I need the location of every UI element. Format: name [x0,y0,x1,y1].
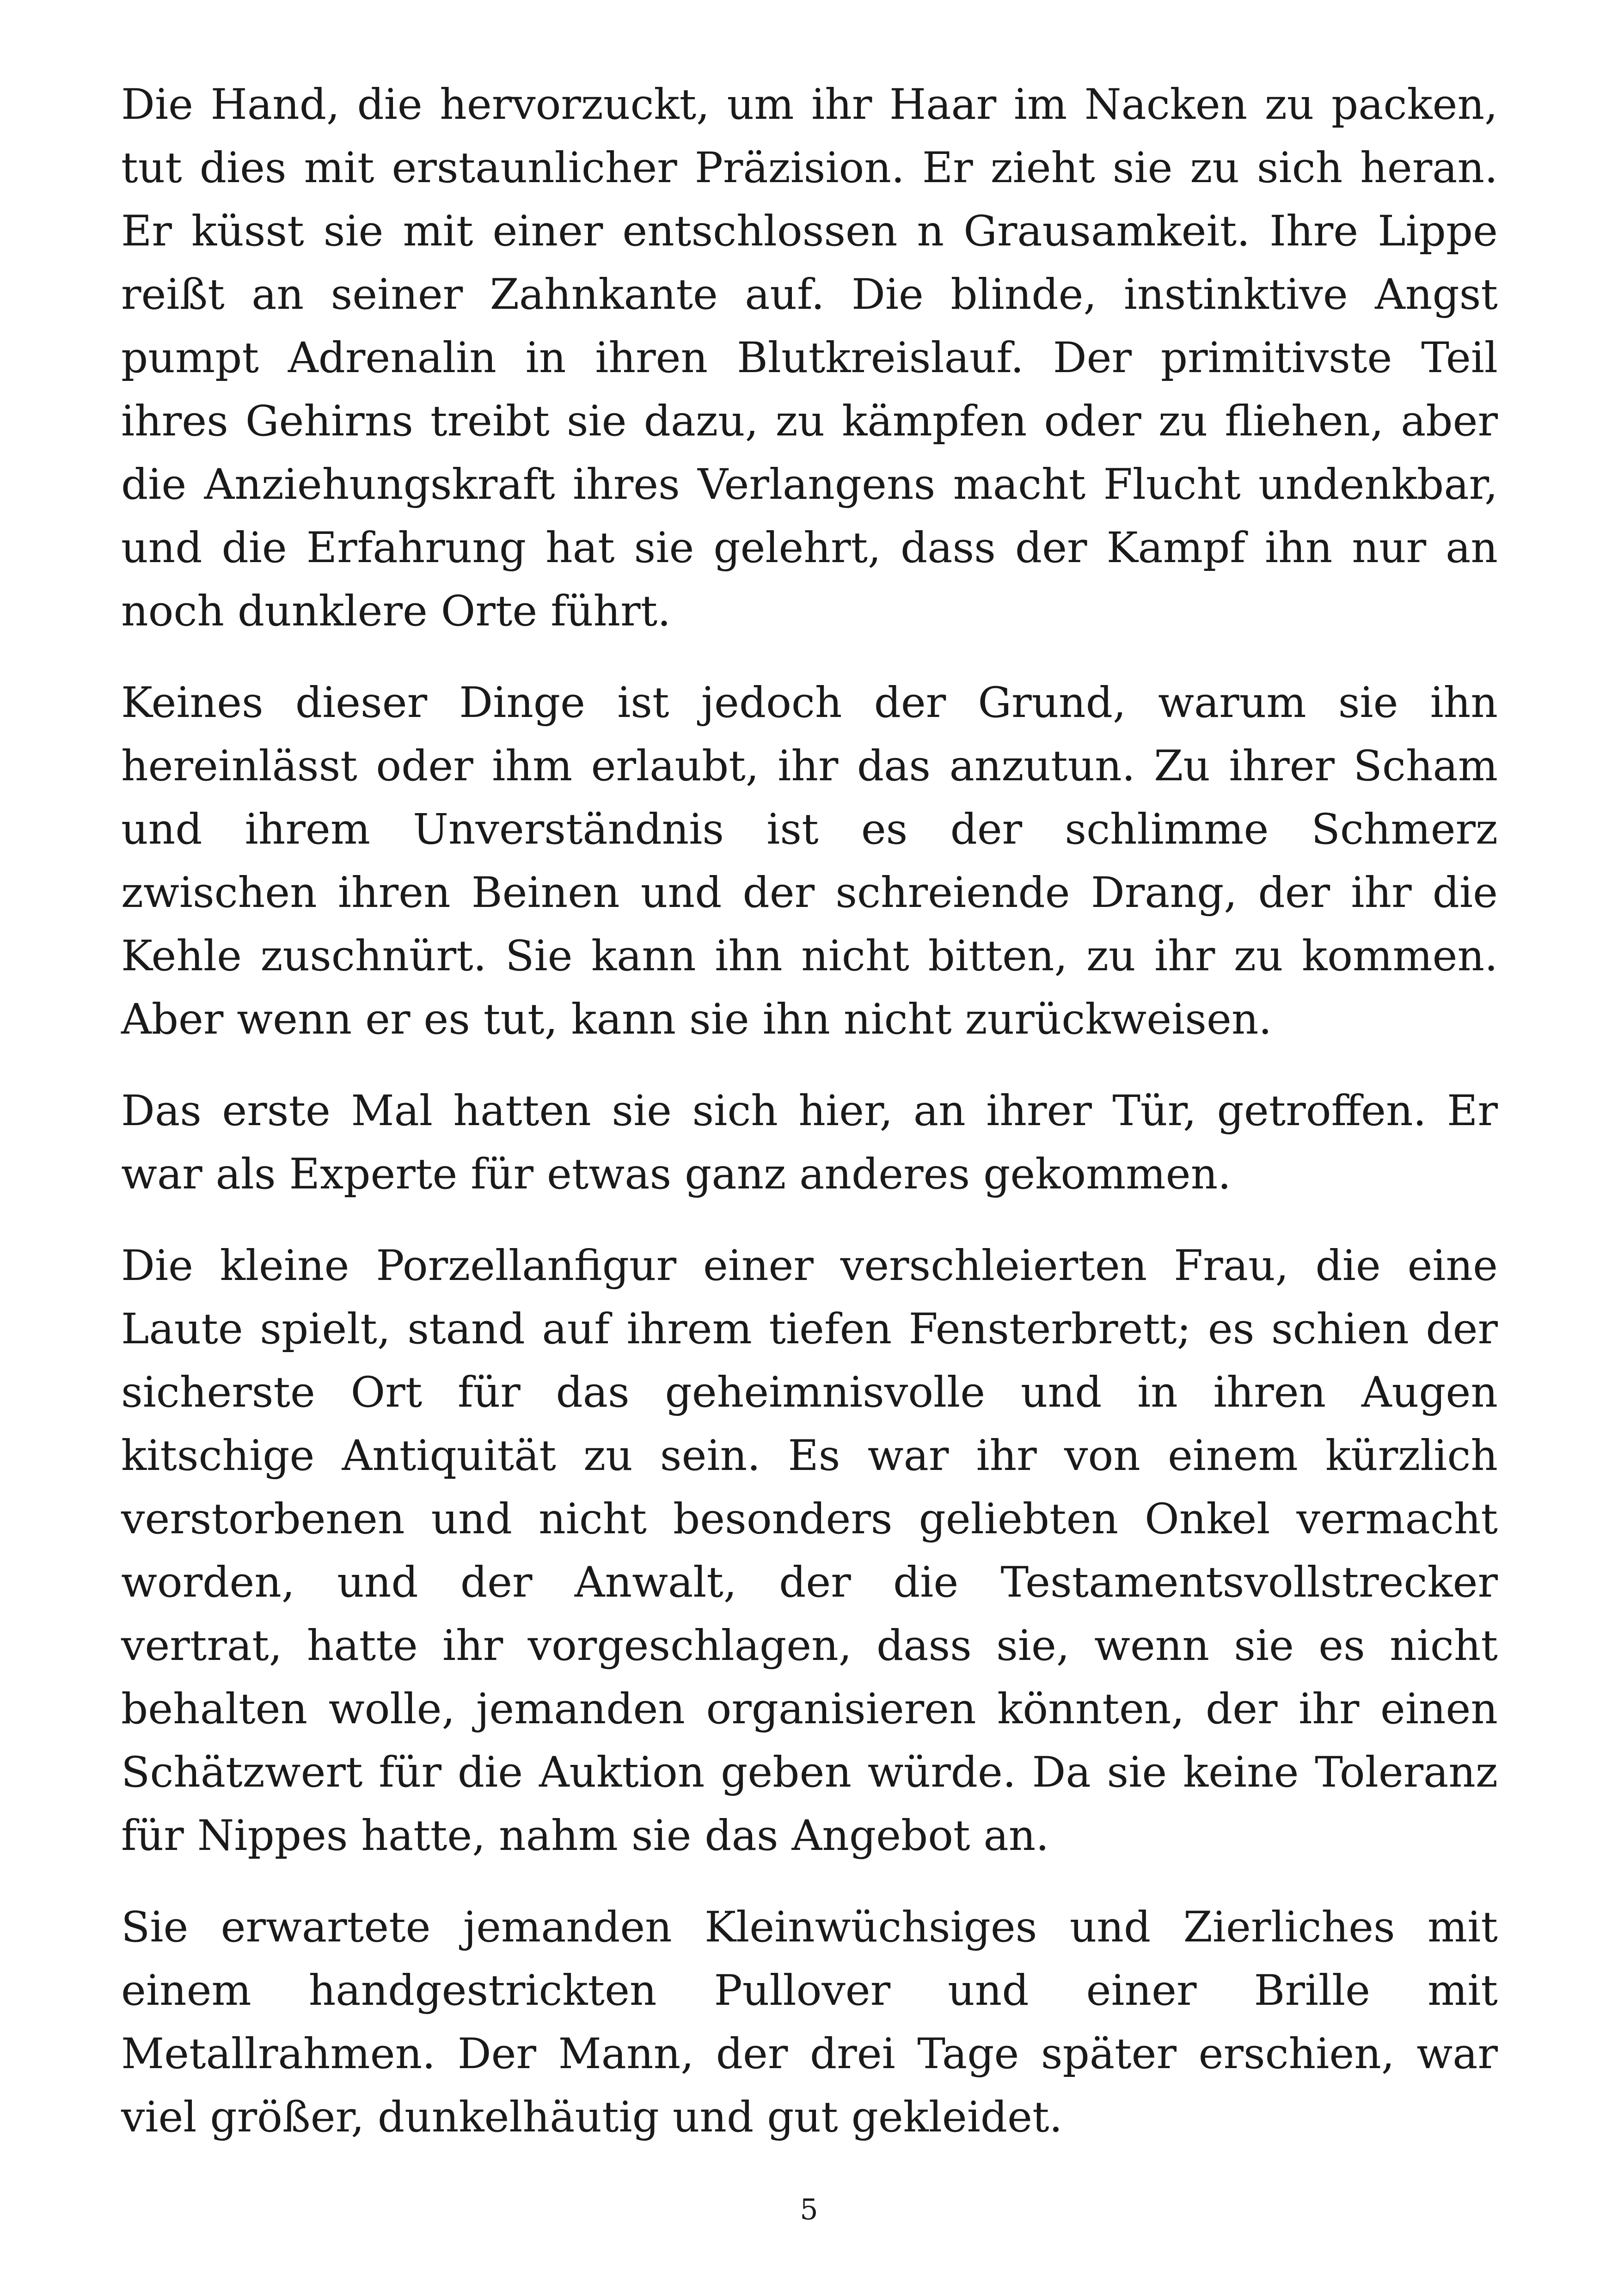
paragraph-1: Die Hand, die hervorzuckt, um ihr Haar im Nacken zu packen, tut dies mit erstaunlicher Präzision. Er zieht sie zu sich heran. Er küsst sie mit einer entschlossen n Grausamkeit. Ihre Lippe reißt an seiner Zahnkante auf. Die blinde, instinktive Angst pumpt Adrenalin in ihren Blutkreislauf. Der primitivste Teil ihres Gehirns treibt sie dazu, zu kämpfen oder zu fliehen, aber die Anziehungskraft ihres Verlangens macht Flucht undenkbar, und die Erfahrung hat sie gelehrt, dass der Kampf ihn nur an noch dunklere Orte führt. [121,80,1498,636]
page-number: 5 [800,2192,818,2226]
paragraph-2: Keines dieser Dinge ist jedoch der Grund, warum sie ihn hereinlässt oder ihm erlaubt, ihr das anzutun. Zu ihrer Scham und ihrem Unverständnis ist es der schlimme Schmerz zwischen ihren Beinen und der schreiende Drang, der ihr die Kehle zuschnürt. Sie kann ihn nicht bitten, zu ihr zu kommen. Aber wenn er es tut, kann sie ihn nicht zurückweisen. [121,679,1498,1044]
paragraph-3: Das erste Mal hatten sie sich hier, an ihrer Tür, getroffen. Er war als Experte für etwas ganz anderes gekommen. [121,1087,1498,1199]
paragraph-4: Die kleine Porzellanfigur einer verschleierten Frau, die eine Laute spielt, stand auf ihrem tiefen Fensterbrett; es schien der sicherste Ort für das geheimnisvolle und in ihren Augen kitschige Antiquität zu sein. Es war ihr von einem kürzlich verstorbenen und nicht besonders geliebten Onkel vermacht worden, und der Anwalt, der die Testamentsvollstrecker vertrat, hatte ihr vorgeschlagen, dass sie, wenn sie es nicht behalten wolle, jemanden organisieren könnten, der ihr einen Schätzwert für die Auktion geben würde. Da sie keine Toleranz für Nippes hatte, nahm sie das Angebot an. [121,1242,1498,1860]
body-text [121,73,1498,2177]
paragraph-5: Sie erwartete jemanden Kleinwüchsiges und Zierliches mit einem handgestrickten Pullover und einer Brille mit Metallrahmen. Der Mann, der drei Tage später erschien, war viel größer, dunkelhäutig und gut gekleidet. [121,1903,1498,2142]
